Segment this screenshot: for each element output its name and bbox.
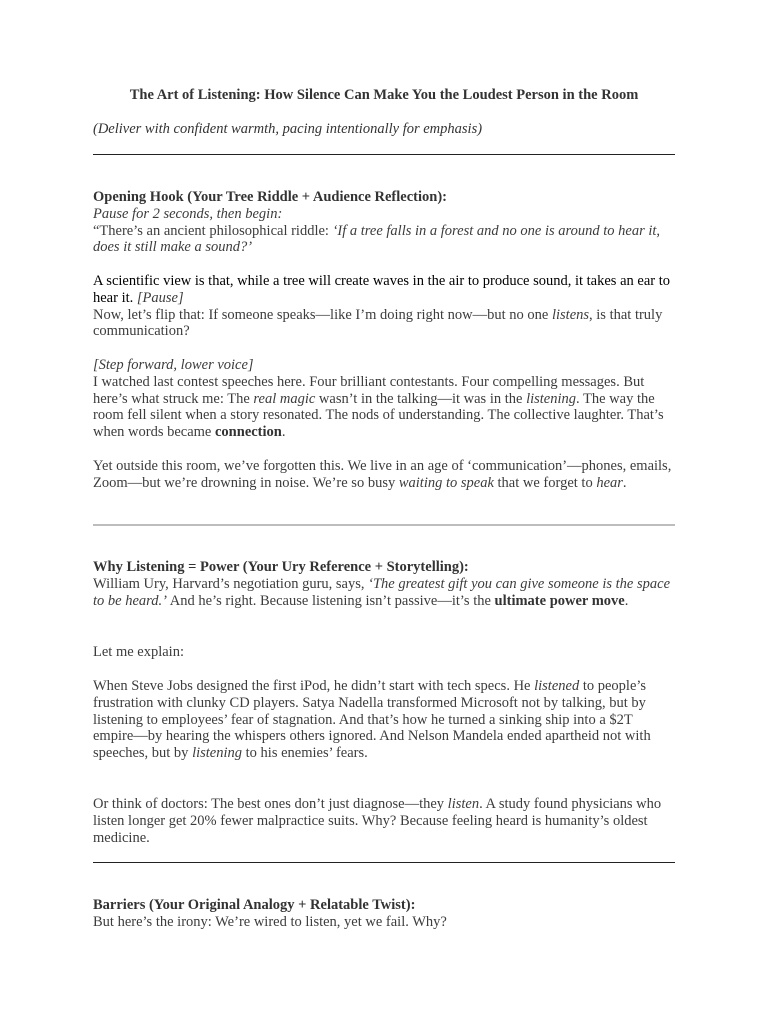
outside-text-3: . — [622, 474, 627, 491]
barriers-section — [93, 897, 675, 931]
stage-cue: Pause for 2 seconds, then begin: — [93, 205, 283, 222]
watched-text-3: . The way the room fell silent when a story resonated. The nods of understanding. The collective laughter. That’s when words became — [93, 390, 664, 441]
explain-line: Let me explain: — [93, 644, 184, 660]
watched-emphasis-1: real magic — [253, 390, 316, 407]
outside-section — [93, 458, 675, 492]
scientific-section — [93, 273, 675, 340]
doctors-text: Or think of doctors: The best ones don’t just diagnose—they — [93, 796, 448, 812]
outside-paragraph — [93, 458, 675, 492]
outside-emphasis-2: hear — [596, 474, 623, 491]
section-heading-barriers: Barriers (Your Original Analogy + Relatable Twist): — [93, 897, 416, 913]
watched-paragraph — [93, 374, 675, 441]
section-divider — [93, 524, 675, 526]
ury-paragraph — [93, 576, 675, 610]
watched-emphasis-2: listening — [526, 390, 577, 407]
section-heading-power: Why Listening = Power (Your Ury Reference + Storytelling): — [93, 559, 469, 575]
power-section — [93, 559, 675, 609]
ury-text-3: . — [624, 592, 629, 609]
ury-bold: ultimate power move — [494, 592, 625, 609]
flip-text: Now, let’s flip that: If someone speaks—like I’m doing right now—but no one — [93, 306, 552, 323]
irony-line: But here’s the irony: We’re wired to listen, yet we fail. Why? — [93, 913, 447, 930]
flip-text-end: , is that truly communication? — [93, 306, 663, 340]
leaders-text-3: to his enemies’ fears. — [242, 745, 368, 762]
leaders-paragraph — [93, 678, 675, 762]
pause-cue: [Pause] — [136, 289, 184, 306]
doctors-emphasis: listen — [447, 796, 480, 812]
leaders-text-2: to people’s frustration with clunky CD players. Satya Nadella transformed Microsoft not by talking, but by listening to employees’ fear of stagnation. And that’s how he turned a sinking ship into a $2T empire—by hearing the whispers others ignored. And Nelson Mandela ended apartheid not with speeches, but by — [93, 678, 651, 762]
watched-bold: connection — [215, 424, 282, 441]
leaders-emphasis-1: listened — [534, 678, 580, 694]
section-divider — [93, 154, 675, 155]
doctors-section — [93, 796, 675, 846]
opening-section — [93, 189, 675, 256]
watched-text-4: . — [281, 424, 286, 441]
ury-quote: ‘The greatest gift you can give someone is the space to be heard.’ — [93, 575, 670, 609]
leaders-text: When Steve Jobs designed the first iPod, he didn’t start with tech specs. He — [93, 678, 535, 694]
outside-emphasis-1: waiting to speak — [398, 474, 494, 491]
doctors-text-2: . A study found physicians who listen longer get 20% fewer malpractice suits. Why? Because feeling heard is humanity’s oldest medicine. — [93, 796, 662, 846]
doctors-paragraph — [93, 796, 675, 846]
outside-text-2: that we forget to — [493, 474, 597, 491]
riddle-quote: ‘If a tree falls in a forest and no one is around to hear it, does it still make a sound?’ — [93, 222, 661, 256]
watched-text-2: wasn’t in the talking—it was in the — [315, 390, 527, 407]
riddle-paragraph — [93, 223, 675, 257]
scientific-paragraph — [93, 273, 675, 307]
contest-section — [93, 357, 675, 441]
section-divider — [93, 862, 675, 863]
section-heading-opening: Opening Hook (Your Tree Riddle + Audience Reflection): — [93, 189, 447, 205]
ury-text-2: And he’s right. Because listening isn’t passive—it’s the — [166, 592, 495, 609]
leaders-emphasis-2: listening — [192, 745, 243, 762]
scientific-text: A scientific view is that, while a tree will create waves in the air to produce sound, it takes an ear to hear it. — [93, 273, 670, 306]
outside-text: Yet outside this room, we’ve forgotten this. We live in an age of ‘communication’—phones, emails, Zoom—but we’re drowning in noise. We’re so busy — [93, 458, 672, 491]
step-cue: [Step forward, lower voice] — [93, 357, 254, 373]
delivery-note: (Deliver with confident warmth, pacing intentionally for emphasis) — [93, 121, 483, 137]
leaders-section — [93, 678, 675, 762]
riddle-intro: “There’s an ancient philosophical riddle: — [93, 222, 333, 239]
ury-text: William Ury, Harvard’s negotiation guru, says, — [93, 575, 369, 592]
flip-emphasis: listens — [551, 306, 590, 323]
page-title: The Art of Listening: How Silence Can Make You the Loudest Person in the Room — [129, 87, 639, 103]
flip-paragraph — [93, 307, 675, 341]
watched-text: I watched last contest speeches here. Four brilliant contestants. Four compelling messages. But here’s what struck me: The — [93, 373, 645, 407]
